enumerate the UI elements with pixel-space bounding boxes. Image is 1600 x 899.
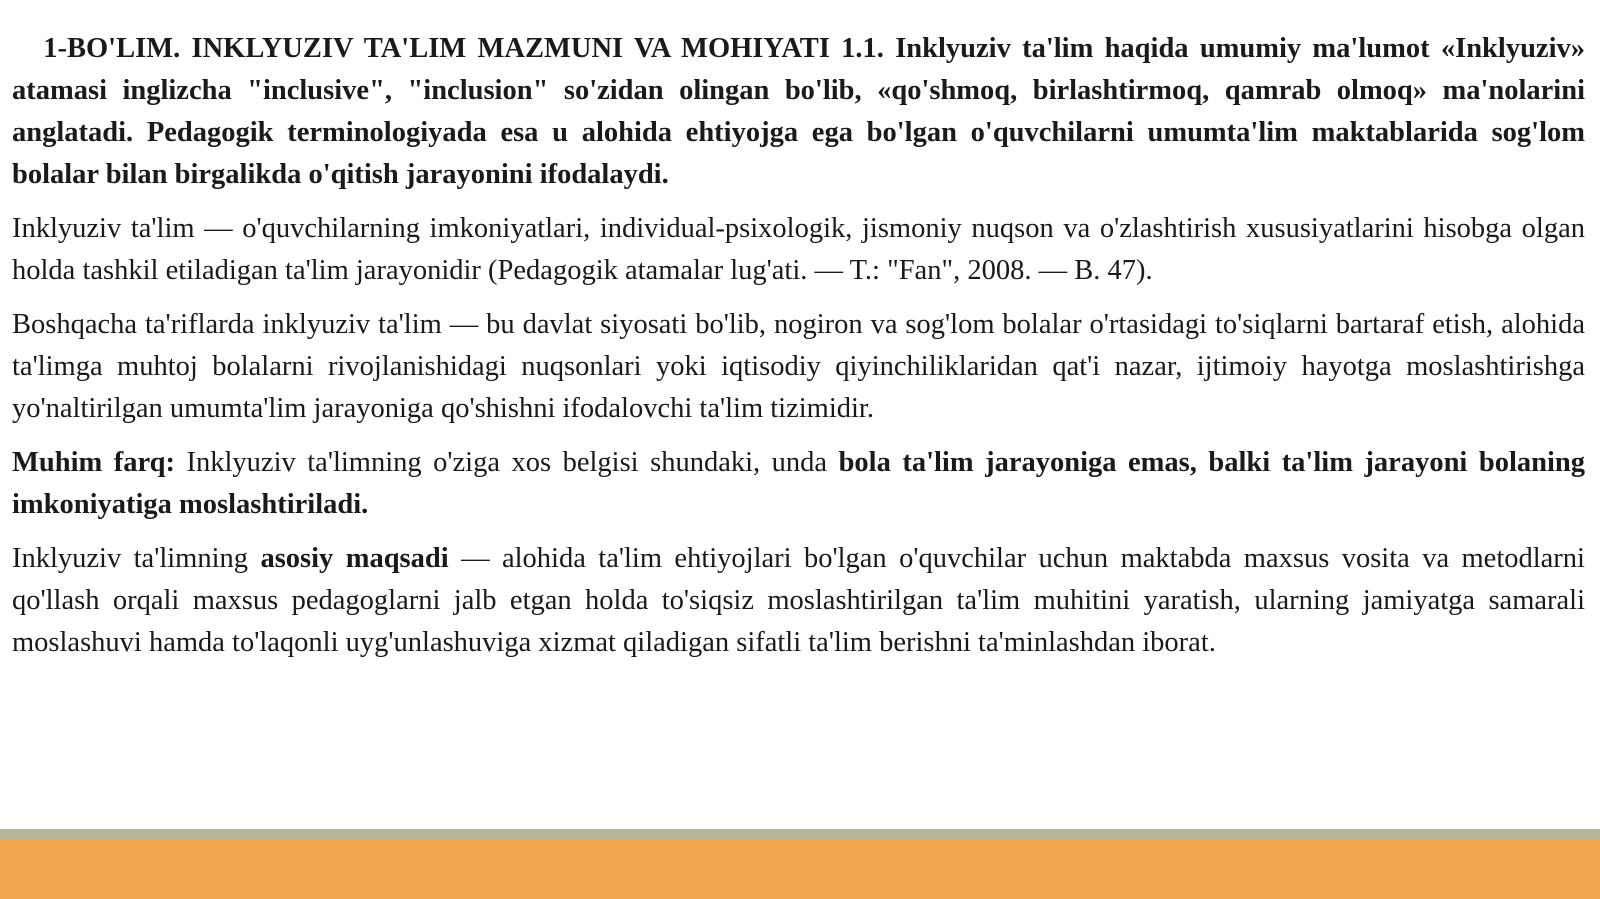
main-goal-emphasis: asosiy maqsadi [260,543,449,574]
main-goal-suffix: — alohida ta'lim ehtiyojlari bo'lgan o'quvchilar uchun maktabda maxsus vosita va metodlarni qo'llash orqali maxsus pedagoglarni jalb etgan holda to'siqsiz moslashtirilgan ta'lim muhitini yaratish, ularning jamiyatga samarali moslashuvi hamda to'laqonli uyg'unlashuviga xizmat qiladigan sifatli ta'lim berishni ta'minlashdan iborat. [12,543,1585,658]
key-difference-emphasis: bola ta'lim jarayoniga emas, balki ta'lim jarayoni bolaning imkoniyatiga moslashtiriladi. [12,447,1585,520]
main-goal-prefix: Inklyuziv ta'limning [12,543,261,574]
section-heading [12,28,1585,196]
slide-content [12,28,1585,676]
section-heading-text: 1-BO'LIM. INKLYUZIV TA'LIM MAZMUNI VA MOHIYATI 1.1. Inklyuziv ta'lim haqida umumiy ma'lumot «Inklyuziv» atamasi inglizcha "inclusive", "inclusion" so'zidan olingan bo'lib, «qo'shmoq, birlashtirmoq, qamrab olmoq» ma'nolarini anglatadi. Pedagogik terminologiyada esa u alohida ehtiyojga ega bo'lgan o'quvchilarni umumta'lim maktablarida sog'lom bolalar bilan birgalikda o'qitish jarayonini ifodalaydi. [12,33,1585,190]
footer-stripe-orange [0,839,1600,899]
definition-paragraph: Inklyuziv ta'lim — o'quvchilarning imkoniyatlari, individual-psixologik, jismoniy nuqson va o'zlashtirish xususiyatlarini hisobga olgan holda tashkil etiladigan ta'lim jarayonidir (Pedagogik atamalar lug'ati. — T.: "Fan", 2008. — B. 47). [12,213,1585,286]
main-goal-paragraph [12,538,1585,664]
key-difference-label: Muhim farq: [12,447,175,478]
footer-stripe-gray [0,829,1600,839]
key-difference-text: Inklyuziv ta'limning o'ziga xos belgisi shundaki, unda [175,447,839,478]
key-difference-paragraph [12,442,1585,526]
alternative-definition-paragraph: Boshqacha ta'riflarda inklyuziv ta'lim — bu davlat siyosati bo'lib, nogiron va sog'lom bolalar o'rtasidagi to'siqlarni bartaraf etish, alohida ta'limga muhtoj bolalarni rivojlanishidagi nuqsonlari yoki iqtisodiy qiyinchiliklaridan qat'i nazar, ijtimoiy hayotga moslashtirishga yo'naltirilgan umumta'lim jarayoniga qo'shishni ifodalovchi ta'lim tizimidir. [12,309,1585,424]
